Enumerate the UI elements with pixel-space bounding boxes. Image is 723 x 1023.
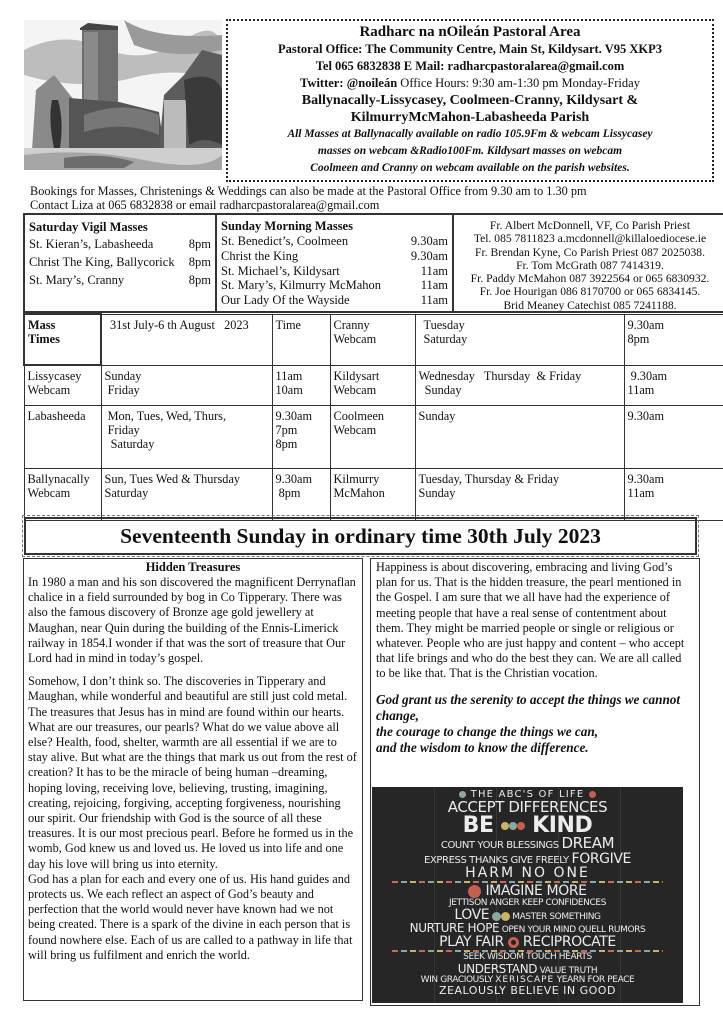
poster-line: IMAGINE MORE [485, 883, 587, 900]
table-header-row [24, 314, 723, 365]
mass-times-row [24, 365, 723, 405]
sunday-mass-item [221, 234, 448, 249]
header-days [415, 314, 624, 365]
clergy-line: Brid Meaney Catechist 085 7241188. [503, 298, 677, 312]
twitter-and-hours [228, 75, 712, 92]
pastoral-area-title: Radharc na nOileán Pastoral Area [359, 24, 581, 40]
happiness-paragraph: Happiness is about discovering, embracing and living God’s plan for us. That is the hidden treasure, the pearl mentioned in the Gospel. I am sure that we all have had the experience of meeting people that have a real sense of contentment about them. They might be married people or single or religious or whatever. People who are just happy and content – who accept that life brings and who do the best they can. We are all called to be like that. That is the Christian vocation. [376, 560, 685, 681]
poster-line: FORGIVE [571, 850, 631, 867]
poster-line: KEEP CONFIDENCES [521, 897, 607, 908]
mass-cell-place1 [24, 365, 101, 405]
mass-cell-place2 [330, 405, 415, 468]
prayer-line: the courage to change the things we can, [376, 723, 599, 739]
clergy-line: Fr. Albert McDonnell, VF, Co Parish Priest [489, 219, 691, 232]
poster-line: TOUCH HEARTS [526, 952, 592, 963]
cell-line: Webcam [333, 422, 377, 437]
cell-line: 9.30am [627, 471, 665, 486]
mass-times-row [24, 405, 723, 468]
mass-times-row [24, 468, 723, 520]
cell-line: Sunday [104, 368, 142, 383]
cell-line: 8pm [275, 436, 298, 451]
poster-line: WIN GRACIOUSLY [420, 974, 493, 985]
mass-cell-days1 [101, 365, 272, 405]
cell-line: Friday [104, 382, 140, 397]
clergy-line: Tel. 085 7811823 a.mcdonnell@killaloediocese.ie [473, 232, 707, 246]
cell-line: 9.30am [275, 408, 313, 423]
parishes-line-2: KilmurryMcMahon-Labasheeda Parish [350, 110, 590, 125]
cell-line: 10am [275, 382, 303, 397]
mass-time: 11am [420, 293, 448, 308]
saturday-vigil-title: Saturday Vigil Masses [29, 220, 148, 234]
poster-line: LOVE [454, 906, 490, 923]
poster-line: QUELL RUMORS [578, 925, 646, 936]
sunday-mass-item [221, 293, 448, 308]
mass-place: St. Mary’s, Cranny [29, 273, 125, 287]
cell-line: Saturday [423, 331, 468, 346]
header-place [330, 314, 415, 365]
cell-line: 8pm [275, 485, 301, 500]
poster-line: THE ABC'S OF LIFE [470, 789, 585, 800]
broadcast-line-2: masses on webcam &Radio100Fm. Kildysart masses on webcam [317, 145, 623, 157]
poster-line: PLAY FAIR [439, 934, 504, 951]
mass-cell-days2 [415, 468, 624, 520]
cell-line: Cranny [333, 317, 370, 332]
article-title: Hidden Treasures [145, 560, 241, 574]
mass-place: St. Mary’s, Kilmurry McMahon [221, 278, 382, 293]
poster-line: MASTER SOMETHING [512, 911, 601, 922]
mass-times-table [23, 313, 723, 521]
cell-line: McMahon [333, 485, 385, 500]
cell-line: 9.30am [627, 368, 668, 383]
mass-time: 8pm [188, 255, 211, 269]
clergy-line: Fr. Joe Hourigan 086 8170700 or 065 6834145. [479, 285, 701, 299]
vigil-mass-item [29, 235, 211, 253]
clergy-line: Fr. Paddy McMahon 087 3922564 or 065 6830932. [470, 272, 710, 286]
sunday-morning-title: Sunday Morning Masses [221, 219, 353, 233]
poster-line: NURTURE HOPE [409, 921, 500, 936]
cell-line: Labasheeda [27, 408, 86, 423]
poster-line: YEARN FOR PEACE [556, 974, 635, 985]
cell-line: 7pm [275, 422, 298, 437]
parishes-line-1: Ballynacally-Lissycasey, Coolmeen-Cranny, Kildysart & [301, 93, 639, 108]
bookings-line-2: Contact Liza at 065 6832838 or email radharcpastoralarea@gmail.com [30, 198, 380, 212]
mass-cell-place2 [330, 365, 415, 405]
broadcast-line-3: Coolmeen and Cranny on webcam available on the parish websites. [310, 162, 630, 174]
mass-place: Our Lady Of the Wayside [221, 293, 350, 308]
poster-line: GIVE FREELY [510, 854, 569, 866]
broadcast-line-1: All Masses at Ballynacally available on radio 105.9Fm & webcam Lissycasey [287, 128, 653, 140]
mass-time: 11am [420, 263, 448, 278]
bookings-line-1: Bookings for Masses, Christenings & Weddings can also be made at the Pastoral Office from 9.30 am to 1.30 pm [30, 184, 587, 198]
mass-cell-times1 [272, 405, 330, 468]
mass-info-row [23, 213, 723, 313]
poster-line: DREAM [561, 834, 615, 853]
vigil-mass-item [29, 253, 211, 271]
cell-line: Webcam [27, 485, 71, 500]
cell-line: Lissycasey [27, 369, 82, 383]
abc-of-life-poster [372, 787, 683, 1003]
mass-time: 8pm [188, 273, 211, 287]
prayer-line: and the wisdom to know the difference. [376, 739, 589, 755]
cell-line: Mon, Tues, Wed, Thurs, [104, 408, 227, 423]
poster-line: EXPRESS THANKS [424, 854, 508, 866]
cell-line: Kildysart [333, 368, 380, 383]
liturgical-sunday-banner: Seventeenth Sunday in ordinary time 30th July 2023 [24, 517, 697, 555]
poster-line: ZEALOUSLY BELIEVE IN GOOD [439, 983, 616, 997]
poster-line: SEEK WISDOM [463, 952, 524, 963]
date-range: 31st July-6 th August 2023 [101, 314, 272, 365]
sunday-mass-item [221, 278, 448, 293]
mass-cell-place1 [24, 405, 101, 468]
sunday-mass-item [221, 264, 448, 279]
mass-cell-times1 [272, 365, 330, 405]
cell-line: Sunday [418, 485, 456, 500]
mass-time: 9.30am [410, 234, 448, 248]
pastoral-area-header [226, 19, 714, 182]
mass-cell-place1 [24, 468, 101, 520]
prayer-line: God grant us the serenity to accept the things we cannot change, [376, 691, 681, 723]
poster-line: RECIPROCATE [522, 934, 616, 951]
cell-line: Wednesday Thursday & Friday [418, 368, 582, 383]
poster-line: HARM NO ONE [465, 865, 590, 882]
mass-cell-times1 [272, 468, 330, 520]
mass-cell-times2 [624, 405, 723, 468]
bookings-note [30, 184, 587, 212]
poster-line: ACCEPT DIFFERENCES [447, 798, 608, 817]
cell-line: Sunday [418, 382, 462, 397]
cell-line: Tuesday, Thursday & Friday [418, 471, 560, 486]
sunday-morning-box [215, 213, 454, 313]
cell-line: Kilmurry [333, 471, 380, 486]
cell-line: Sunday [418, 408, 456, 423]
cell-line: 11am [275, 368, 303, 383]
article-paragraph: Somehow, I don’t think so. The discoveries in Tipperary and Maughan, while wonderful and beautiful are still just cold metal. The treasures that Jesus has in mind are found within our hearts. What are our treasures, our pearls? What do we value above all else? Health, food, shelter, warmth are all essential if we are to stay alive. But what are the things that mark us out from the rest of creation? It has to be the miracle of being human –dreaming, hoping loving, receiving love, believing, trusting, imagining, creating, rejoicing, forgiving, accepting forgiveness, nourishing our spirit. Our friendship with God is the source of all these treasures. It is our most precious pearl. Before he formed us in the womb, God knew us and loved us. He loved us into life and one day his love will bring us into eternity. [28, 674, 357, 871]
poster-line: OPEN YOUR MIND [501, 925, 576, 936]
mass-cell-times2 [624, 365, 723, 405]
cell-line: Webcam [27, 383, 71, 397]
mass-place: Christ The King, Ballycorick [29, 255, 175, 269]
cell-line: 9.30am [275, 471, 313, 486]
cell-line: 11am [627, 485, 655, 500]
mass-place: Christ the King [221, 248, 299, 263]
mass-cell-times2 [624, 468, 723, 520]
vigil-mass-item [29, 271, 211, 289]
article-paragraph: God has a plan for each and every one of us. His hand guides and protects us. We each reflect an aspect of God’s beauty and perfection that the world would never have known had we not being created. There is a spark of the divine in each person that is found nowhere else. Each of us are called to a pathway in life that will bring us fulfilment and enrich the world. [28, 871, 353, 962]
clergy-line: Fr. Brendan Kyne, Co Parish Priest 087 2025038. [475, 245, 705, 259]
poster-line: BE [462, 813, 494, 839]
pastoral-office-address: Pastoral Office: The Community Centre, Main St, Kildysart. V95 XKP3 [278, 42, 662, 56]
cell-line: Saturday [104, 436, 155, 451]
mass-place: St. Kieran’s, Labasheeda [29, 237, 154, 251]
clergy-box [452, 213, 723, 313]
article-paragraph: In 1980 a man and his son discovered the magnificent Derrynaflan chalice in a field surrounded by bog in Co Tipperary. There was also the famous discovery of Bronze age gold jewellery at Maughan, near Quin during the building of the Ennis-Limerick railway in 1854.I wonder if that was the sort of treasure that Our Lord had in mind in today’s gospel. [28, 575, 356, 666]
sunday-mass-item [221, 249, 448, 264]
hidden-treasures-article [23, 558, 363, 1001]
contact-line: Tel 065 6832838 E Mail: radharcpastoralarea@gmail.com [315, 59, 625, 73]
cell-line: Ballynacally [27, 471, 90, 486]
mass-cell-days2 [415, 365, 624, 405]
mass-time: 9.30am [410, 248, 448, 263]
cell-line: 11am [627, 382, 655, 397]
header-times [624, 314, 723, 365]
cell-line: Tuesday [423, 317, 465, 332]
mass-place: St. Michael’s, Kildysart [221, 263, 340, 278]
poster-line: VALUE TRUTH [539, 965, 598, 976]
office-hours: Office Hours: 9:30 am-1:30 pm Monday-Friday [397, 76, 640, 90]
twitter-handle: Twitter: @noileán [300, 76, 398, 90]
cell-line: Friday [104, 422, 140, 437]
poster-line: COUNT YOUR BLESSINGS [440, 840, 559, 852]
serenity-prayer [376, 692, 694, 756]
clergy-line: Fr. Tom McGrath 087 7414319. [516, 258, 664, 272]
mass-place: St. Benedict’s, Coolmeen [221, 234, 349, 248]
mass-cell-place2 [330, 468, 415, 520]
cell-line: Webcam [333, 331, 377, 346]
time-column-header: Time [272, 314, 330, 365]
poster-line: XERISCAPE [495, 974, 555, 985]
cell-line: 8pm [627, 331, 650, 346]
church-ruin-sketch [24, 20, 222, 170]
poster-line: KIND [532, 813, 593, 839]
poster-line: JETTISON ANGER [448, 897, 520, 908]
mass-cell-days1 [101, 468, 272, 520]
saturday-vigil-box [23, 213, 217, 313]
cell-line: 9.30am [627, 408, 665, 423]
mass-time: 8pm [188, 237, 211, 251]
mass-cell-days1 [101, 405, 272, 468]
cell-line: Webcam [333, 382, 377, 397]
cell-line: Coolmeen [333, 408, 385, 423]
cell-line: Saturday [104, 485, 149, 500]
cell-line: 9.30am [627, 317, 665, 332]
mass-times-label: Mass Times [24, 314, 101, 365]
mass-time: 11am [420, 278, 448, 293]
poster-line: UNDERSTAND [457, 961, 538, 976]
cell-line: Sun, Tues Wed & Thursday [104, 471, 241, 486]
mass-cell-days2 [415, 405, 624, 468]
